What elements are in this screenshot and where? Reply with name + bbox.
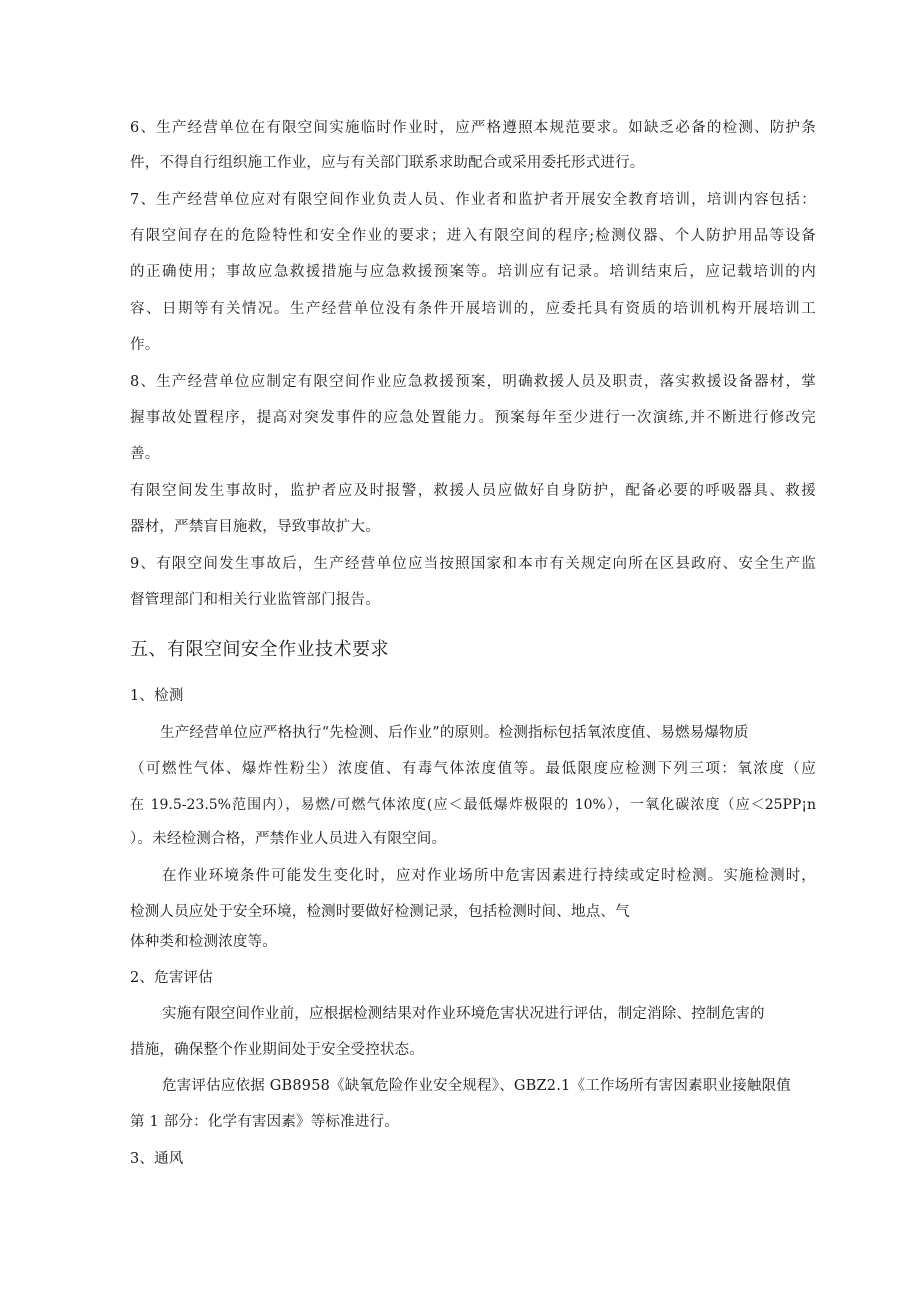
sub2-para2-line-2: 第 1 部分：化学有害因素》等标准进行。 [130,1114,399,1130]
accident-line-1: 有限空间发生事故时，监护者应及时报警，救援人员应做好自身防护，配备必要的呼吸器具、救援 [130,483,816,499]
item8-line-1: 8、生产经营单位应制定有限空间作业应急救援预案，明确救援人员及职责，落实救援设备器材，掌 [130,374,816,390]
item7-line-3: 的正确使用；事故应急救援措施与应急救援预案等。培训应有记录。培训结束后，应记载培训的内 [130,264,816,280]
item8-line-2: 握事故处置程序，提高对突发事件的应急处置能力。预案每年至少进行一次演练,并不断进行修改完 [130,410,816,426]
item7-line-5: 作。 [130,337,160,353]
sub2-title: 2、危害评估 [130,970,213,986]
sub2-para2-line-1: 危害评估应依据 GB8958《缺氧危险作业安全规程》、GBZ2.1《工作场所有害因素职业接触限值 [162,1078,791,1094]
sub1-title: 1、检测 [130,688,184,704]
item8-line-3: 善。 [130,446,160,462]
sub1-para2-line-2: 检测人员应处于安全环境，检测时要做好检测记录，包括检测时间、地点、气 [130,904,630,920]
item6-line-1: 6、生产经营单位在有限空间实施临时作业时，应严格遵照本规范要求。如缺乏必备的检测、防护条 [130,120,816,136]
sub1-para1-line-1: 生产经营单位应严格执行“先检测、后作业”的原则。检测指标包括氧浓度值、易燃易爆物质 [160,725,749,741]
accident-line-2: 器材，严禁盲目施救，导致事故扩大。 [130,519,380,535]
item9-line-1: 9、有限空间发生事故后，生产经营单位应当按照国家和本市有关规定向所在区县政府、安全生产监 [130,556,816,572]
item7-line-2: 有限空间存在的危险特性和安全作业的要求；进入有限空间的程序;检测仪器、个人防护用品等设备 [130,228,816,244]
sub2-para1-line-2: 措施，确保整个作业期间处于安全受控状态。 [130,1042,424,1058]
sub1-para1-line-4: ）。未经检测合格，严禁作业人员进入有限空间。 [130,831,447,847]
item6-line-2: 件，不得自行组织施工作业，应与有关部门联系求助配合或采用委托形式进行。 [130,155,645,171]
sub1-para2-line-1: 在作业环境条件可能发生变化时，应对作业场所中危害因素进行持续或定时检测。实施检测时， [162,868,816,884]
sub1-para1-line-2: （可燃性气体、爆炸性粉尘）浓度值、有毒气体浓度值等。最低限度应检测下列三项：氧浓度（应 [130,761,816,777]
sub1-para2-line-3: 体种类和检测浓度等。 [130,934,277,950]
section5-heading: 五、有限空间安全作业技术要求 [130,639,389,660]
item7-line-4: 容、日期等有关情况。生产经营单位没有条件开展培训的，应委托具有资质的培训机构开展培训工 [130,301,816,317]
item9-line-2: 督管理部门和相关行业监管部门报告。 [130,592,380,608]
sub1-para1-line-3: 在 19.5-23.5%范围内），易燃/可燃气体浓度(应＜最低爆炸极限的 10%），一氧化碳浓度（应＜25PP¡n [130,797,816,813]
sub3-title: 3、通风 [130,1151,184,1167]
sub2-para1-line-1: 实施有限空间作业前，应根据检测结果对作业环境危害状况进行评估，制定消除、控制危害的 [162,1006,765,1022]
item7-line-1: 7、生产经营单位应对有限空间作业负责人员、作业者和监护者开展安全教育培训，培训内容包括： [130,192,816,208]
